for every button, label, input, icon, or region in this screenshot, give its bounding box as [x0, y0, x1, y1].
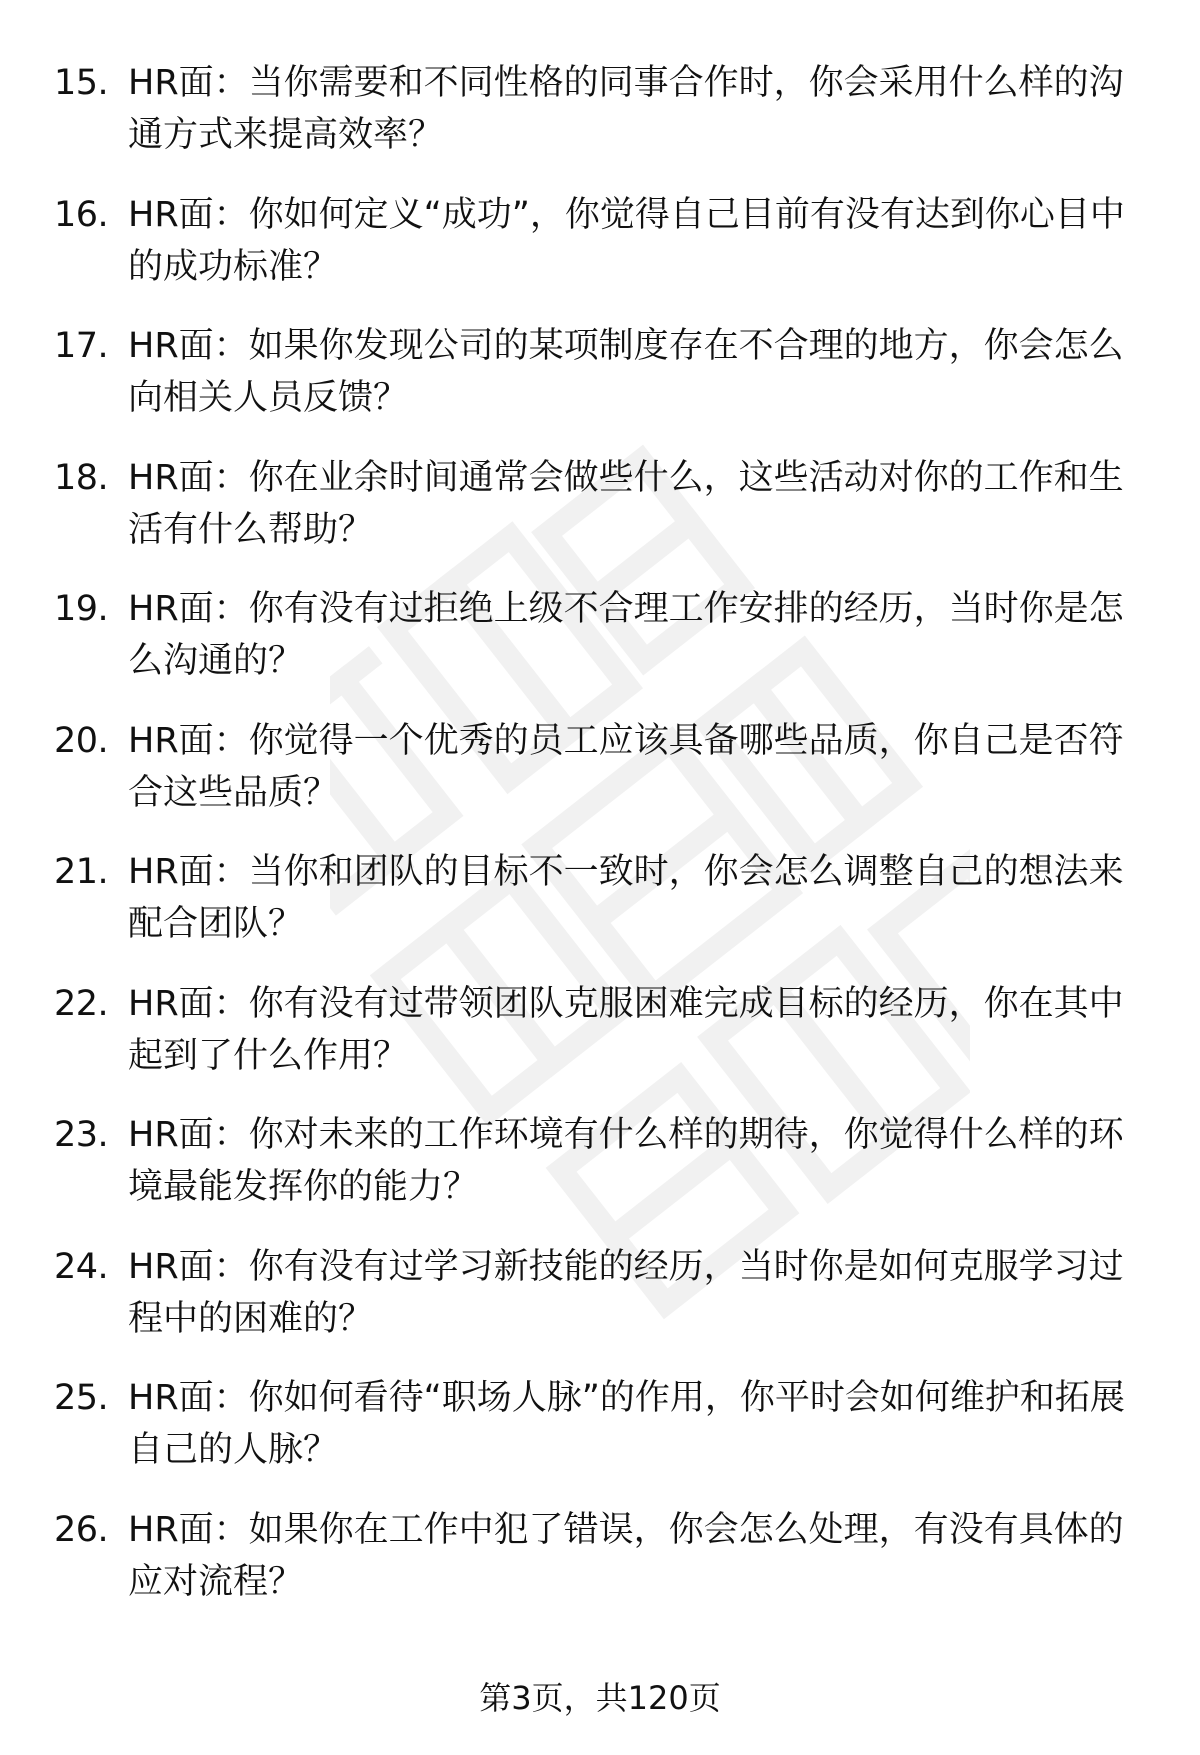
- question-item: [0, 583, 1200, 715]
- question-number: 25.: [54, 1378, 109, 1418]
- question-item: [0, 1109, 1200, 1241]
- question-number: 24.: [54, 1246, 109, 1287]
- question-item: [0, 57, 1200, 189]
- question-item: [0, 452, 1200, 584]
- question-item: [0, 715, 1200, 847]
- question-number: 23.: [54, 1115, 109, 1155]
- question-text: HR面：你有没有过带领团队克服困难完成目标的经历，你在其中起到了什么作用？: [128, 983, 1124, 1076]
- question-list: [0, 57, 1200, 1635]
- question-number: 21.: [54, 852, 109, 892]
- question-number: 16.: [54, 194, 109, 235]
- question-number: 20.: [54, 720, 109, 761]
- question-item: [0, 1372, 1200, 1504]
- question-number: 17.: [54, 326, 109, 366]
- question-item: [0, 978, 1200, 1110]
- question-text: HR面：你有没有过学习新技能的经历，当时你是如何克服学习过程中的困难的？: [128, 1246, 1124, 1339]
- question-item: [0, 189, 1200, 321]
- question-number: 19.: [54, 589, 109, 629]
- question-text: HR面：当你需要和不同性格的同事合作时，你会采用什么样的沟通方式来提高效率？: [128, 63, 1124, 155]
- question-text: HR面：当你和团队的目标不一致时，你会怎么调整自己的想法来配合团队？: [128, 852, 1124, 944]
- question-item: [0, 1241, 1200, 1373]
- question-text: HR面：如果你发现公司的某项制度存在不合理的地方，你会怎么向相关人员反馈？: [128, 326, 1124, 418]
- question-text: HR面：你对未来的工作环境有什么样的期待，你觉得什么样的环境最能发挥你的能力？: [128, 1115, 1124, 1207]
- question-number: 15.: [54, 63, 109, 103]
- question-number: 18.: [54, 457, 109, 498]
- question-item: [0, 320, 1200, 452]
- question-text: HR面：如果你在工作中犯了错误，你会怎么处理，有没有具体的应对流程？: [128, 1509, 1124, 1602]
- question-text: HR面：你如何定义“成功”，你觉得自己目前有没有达到你心目中的成功标准？: [128, 194, 1125, 287]
- question-text: HR面：你有没有过拒绝上级不合理工作安排的经历，当时你是怎么沟通的？: [128, 589, 1124, 681]
- question-text: HR面：你觉得一个优秀的员工应该具备哪些品质，你自己是否符合这些品质？: [128, 720, 1124, 813]
- question-number: 22.: [54, 983, 109, 1024]
- question-number: 26.: [54, 1509, 109, 1550]
- question-item: [0, 846, 1200, 978]
- question-text: HR面：你如何看待“职场人脉”的作用，你平时会如何维护和拓展自己的人脉？: [128, 1378, 1125, 1470]
- page-footer: 第3页，共120页: [479, 1679, 721, 1717]
- question-item: [0, 1504, 1200, 1636]
- question-text: HR面：你在业余时间通常会做些什么，这些活动对你的工作和生活有什么帮助？: [128, 457, 1124, 550]
